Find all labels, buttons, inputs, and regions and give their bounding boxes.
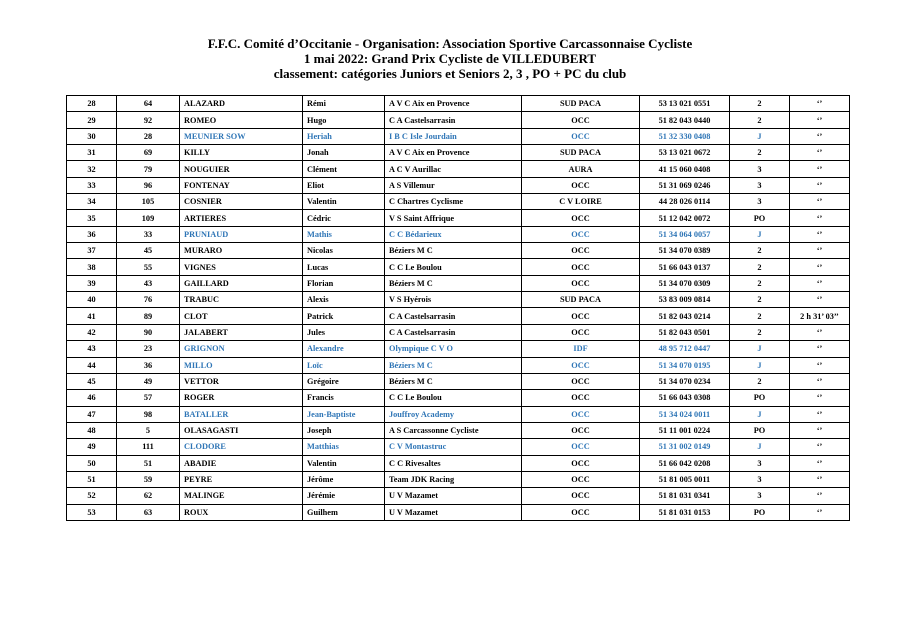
region-cell: OCC [522,226,640,242]
first-name-cell: Valentin [303,194,385,210]
last-name-cell: ALAZARD [180,96,303,112]
document-header [0,36,900,81]
last-name-cell: FONTENAY [180,177,303,193]
club-cell: C C Rivesaltes [385,455,522,471]
bib-number-cell: 5 [117,422,180,438]
table-row [67,210,850,226]
bib-number-cell: 51 [117,455,180,471]
last-name-cell: PRUNIAUD [180,226,303,242]
last-name-cell: PEYRE [180,471,303,487]
region-cell: IDF [522,341,640,357]
position-cell: 47 [67,406,117,422]
first-name-cell: Patrick [303,308,385,324]
club-cell: C V Montastruc [385,439,522,455]
category-cell: 2 [730,243,790,259]
region-cell: SUD PACA [522,145,640,161]
club-cell: A C V Aurillac [385,161,522,177]
bib-number-cell: 23 [117,341,180,357]
category-cell: 2 [730,373,790,389]
bib-number-cell: 49 [117,373,180,389]
time-cell: ‘’ [790,504,850,520]
table-row [67,161,850,177]
region-cell: OCC [522,439,640,455]
table-row [67,226,850,242]
last-name-cell: MALINGE [180,488,303,504]
region-cell: OCC [522,308,640,324]
time-cell: ‘’ [790,112,850,128]
position-cell: 29 [67,112,117,128]
licence-number-cell: 51 12 042 0072 [640,210,730,226]
first-name-cell: Grégoire [303,373,385,389]
region-cell: OCC [522,390,640,406]
licence-number-cell: 51 34 070 0234 [640,373,730,389]
first-name-cell: Jules [303,324,385,340]
table-row [67,390,850,406]
time-cell: ‘’ [790,488,850,504]
table-row [67,341,850,357]
table-row [67,292,850,308]
bib-number-cell: 111 [117,439,180,455]
position-cell: 31 [67,145,117,161]
bib-number-cell: 62 [117,488,180,504]
club-cell: A S Carcassonne Cycliste [385,422,522,438]
bib-number-cell: 90 [117,324,180,340]
header-race-title: 1 mai 2022: Grand Prix Cycliste de VILLEDUBERT [303,51,597,66]
position-cell: 32 [67,161,117,177]
category-cell: 3 [730,194,790,210]
table-row [67,243,850,259]
last-name-cell: MURARO [180,243,303,259]
time-cell: ‘’ [790,259,850,275]
position-cell: 34 [67,194,117,210]
club-cell: Béziers M C [385,243,522,259]
club-cell: C A Castelsarrasin [385,324,522,340]
first-name-cell: Cédric [303,210,385,226]
region-cell: OCC [522,210,640,226]
licence-number-cell: 51 82 043 0501 [640,324,730,340]
table-row [67,128,850,144]
last-name-cell: BATALLER [180,406,303,422]
last-name-cell: ROUX [180,504,303,520]
position-cell: 41 [67,308,117,324]
region-cell: OCC [522,471,640,487]
club-cell: A V C Aix en Provence [385,145,522,161]
region-cell: C V LOIRE [522,194,640,210]
licence-number-cell: 51 82 043 0214 [640,308,730,324]
last-name-cell: ROMEO [180,112,303,128]
category-cell: 3 [730,455,790,471]
licence-number-cell: 51 81 031 0341 [640,488,730,504]
bib-number-cell: 36 [117,357,180,373]
category-cell: J [730,439,790,455]
category-cell: 2 [730,145,790,161]
licence-number-cell: 51 34 024 0011 [640,406,730,422]
licence-number-cell: 51 66 043 0308 [640,390,730,406]
licence-number-cell: 51 34 070 0389 [640,243,730,259]
last-name-cell: NOUGUIER [180,161,303,177]
time-cell: ‘’ [790,455,850,471]
bib-number-cell: 105 [117,194,180,210]
club-cell: I B C Isle Jourdain [385,128,522,144]
time-cell: ‘’ [790,275,850,291]
last-name-cell: ROGER [180,390,303,406]
region-cell: OCC [522,357,640,373]
region-cell: OCC [522,373,640,389]
licence-number-cell: 51 11 001 0224 [640,422,730,438]
position-cell: 44 [67,357,117,373]
last-name-cell: GRIGNON [180,341,303,357]
first-name-cell: Jérôme [303,471,385,487]
club-cell: C A Castelsarrasin [385,112,522,128]
position-cell: 50 [67,455,117,471]
position-cell: 53 [67,504,117,520]
time-cell: ‘’ [790,324,850,340]
table-row [67,422,850,438]
club-cell: V S Hyérois [385,292,522,308]
licence-number-cell: 51 81 031 0153 [640,504,730,520]
club-cell: Béziers M C [385,275,522,291]
first-name-cell: Hugo [303,112,385,128]
last-name-cell: COSNIER [180,194,303,210]
last-name-cell: JALABERT [180,324,303,340]
licence-number-cell: 53 13 021 0672 [640,145,730,161]
bib-number-cell: 92 [117,112,180,128]
licence-number-cell: 51 82 043 0440 [640,112,730,128]
bib-number-cell: 96 [117,177,180,193]
last-name-cell: ABADIE [180,455,303,471]
first-name-cell: Jonah [303,145,385,161]
first-name-cell: Francis [303,390,385,406]
category-cell: 2 [730,96,790,112]
licence-number-cell: 51 66 042 0208 [640,455,730,471]
bib-number-cell: 63 [117,504,180,520]
table-row [67,194,850,210]
table-row [67,96,850,112]
time-cell: ‘’ [790,422,850,438]
category-cell: 2 [730,308,790,324]
club-cell: V S Saint Affrique [385,210,522,226]
time-cell: ‘’ [790,406,850,422]
time-cell: ‘’ [790,96,850,112]
position-cell: 38 [67,259,117,275]
position-cell: 28 [67,96,117,112]
table-row [67,259,850,275]
club-cell: Béziers M C [385,373,522,389]
region-cell: OCC [522,455,640,471]
region-cell: SUD PACA [522,96,640,112]
first-name-cell: Florian [303,275,385,291]
bib-number-cell: 69 [117,145,180,161]
region-cell: OCC [522,324,640,340]
position-cell: 42 [67,324,117,340]
region-cell: SUD PACA [522,292,640,308]
category-cell: 3 [730,488,790,504]
first-name-cell: Jérémie [303,488,385,504]
club-cell: C A Castelsarrasin [385,308,522,324]
club-cell: U V Mazamet [385,488,522,504]
results-table [66,95,850,521]
position-cell: 48 [67,422,117,438]
first-name-cell: Mathis [303,226,385,242]
position-cell: 30 [67,128,117,144]
time-cell: ‘’ [790,210,850,226]
first-name-cell: Alexis [303,292,385,308]
last-name-cell: KILLY [180,145,303,161]
bib-number-cell: 76 [117,292,180,308]
bib-number-cell: 33 [117,226,180,242]
licence-number-cell: 44 28 026 0114 [640,194,730,210]
licence-number-cell: 51 34 070 0195 [640,357,730,373]
first-name-cell: Valentin [303,455,385,471]
bib-number-cell: 57 [117,390,180,406]
time-cell: ‘’ [790,161,850,177]
bib-number-cell: 64 [117,96,180,112]
position-cell: 49 [67,439,117,455]
header-organisation: F.F.C. Comité d’Occitanie - Organisation: Association Sportive Carcassonnaise Cycliste [207,36,693,51]
table-row [67,275,850,291]
last-name-cell: GAILLARD [180,275,303,291]
table-row [67,504,850,520]
header-classification: classement: catégories Juniors et Seniors 2, 3 , PO + PC du club [273,66,627,81]
last-name-cell: VIGNES [180,259,303,275]
bib-number-cell: 98 [117,406,180,422]
first-name-cell: Rémi [303,96,385,112]
table-row [67,488,850,504]
first-name-cell: Lucas [303,259,385,275]
time-cell: ‘’ [790,439,850,455]
table-row [67,145,850,161]
table-row [67,406,850,422]
region-cell: OCC [522,177,640,193]
time-cell: ‘’ [790,390,850,406]
category-cell: J [730,226,790,242]
region-cell: OCC [522,128,640,144]
position-cell: 51 [67,471,117,487]
category-cell: PO [730,422,790,438]
last-name-cell: CLODORE [180,439,303,455]
category-cell: PO [730,210,790,226]
first-name-cell: Loïc [303,357,385,373]
first-name-cell: Matthias [303,439,385,455]
last-name-cell: MILLO [180,357,303,373]
last-name-cell: VETTOR [180,373,303,389]
licence-number-cell: 51 34 064 0057 [640,226,730,242]
category-cell: 3 [730,177,790,193]
time-cell: ‘’ [790,341,850,357]
club-cell: Olympique C V O [385,341,522,357]
time-cell: ‘’ [790,292,850,308]
region-cell: OCC [522,422,640,438]
position-cell: 37 [67,243,117,259]
position-cell: 35 [67,210,117,226]
category-cell: J [730,341,790,357]
category-cell: 2 [730,324,790,340]
table-row [67,357,850,373]
category-cell: 2 [730,292,790,308]
first-name-cell: Alexandre [303,341,385,357]
licence-number-cell: 41 15 060 0408 [640,161,730,177]
region-cell: AURA [522,161,640,177]
bib-number-cell: 45 [117,243,180,259]
time-cell: ‘’ [790,243,850,259]
table-row [67,471,850,487]
category-cell: 3 [730,161,790,177]
region-cell: OCC [522,504,640,520]
region-cell: OCC [522,406,640,422]
bib-number-cell: 43 [117,275,180,291]
club-cell: Béziers M C [385,357,522,373]
bib-number-cell: 59 [117,471,180,487]
region-cell: OCC [522,259,640,275]
position-cell: 39 [67,275,117,291]
region-cell: OCC [522,112,640,128]
last-name-cell: OLASAGASTI [180,422,303,438]
time-cell: ‘’ [790,373,850,389]
region-cell: OCC [522,488,640,504]
bib-number-cell: 28 [117,128,180,144]
club-cell: C C Le Boulou [385,390,522,406]
category-cell: 3 [730,471,790,487]
table-row [67,439,850,455]
bib-number-cell: 109 [117,210,180,226]
table-row [67,455,850,471]
first-name-cell: Heriah [303,128,385,144]
licence-number-cell: 48 95 712 0447 [640,341,730,357]
time-cell: ‘’ [790,194,850,210]
time-cell: ‘’ [790,226,850,242]
table-row [67,308,850,324]
bib-number-cell: 55 [117,259,180,275]
category-cell: J [730,128,790,144]
first-name-cell: Nicolas [303,243,385,259]
club-cell: U V Mazamet [385,504,522,520]
time-cell: ‘’ [790,357,850,373]
bib-number-cell: 89 [117,308,180,324]
licence-number-cell: 53 13 021 0551 [640,96,730,112]
last-name-cell: CLOT [180,308,303,324]
category-cell: 2 [730,112,790,128]
last-name-cell: MEUNIER SOW [180,128,303,144]
position-cell: 52 [67,488,117,504]
table-row [67,373,850,389]
time-cell: ‘’ [790,128,850,144]
licence-number-cell: 51 66 043 0137 [640,259,730,275]
position-cell: 36 [67,226,117,242]
club-cell: Jouffroy Academy [385,406,522,422]
club-cell: A S Villemur [385,177,522,193]
club-cell: A V C Aix en Provence [385,96,522,112]
position-cell: 45 [67,373,117,389]
first-name-cell: Jean-Baptiste [303,406,385,422]
first-name-cell: Eliot [303,177,385,193]
club-cell: Team JDK Racing [385,471,522,487]
position-cell: 40 [67,292,117,308]
licence-number-cell: 51 81 005 0011 [640,471,730,487]
category-cell: PO [730,390,790,406]
first-name-cell: Clément [303,161,385,177]
club-cell: C C Bédarieux [385,226,522,242]
region-cell: OCC [522,275,640,291]
licence-number-cell: 51 32 330 0408 [640,128,730,144]
position-cell: 43 [67,341,117,357]
first-name-cell: Joseph [303,422,385,438]
table-row [67,177,850,193]
category-cell: PO [730,504,790,520]
club-cell: C Chartres Cyclisme [385,194,522,210]
last-name-cell: TRABUC [180,292,303,308]
licence-number-cell: 51 31 069 0246 [640,177,730,193]
region-cell: OCC [522,243,640,259]
time-cell: 2 h 31’ 03’’ [790,308,850,324]
club-cell: C C Le Boulou [385,259,522,275]
category-cell: J [730,406,790,422]
time-cell: ‘’ [790,145,850,161]
table-row [67,112,850,128]
category-cell: 2 [730,259,790,275]
category-cell: J [730,357,790,373]
licence-number-cell: 53 83 009 0814 [640,292,730,308]
licence-number-cell: 51 34 070 0309 [640,275,730,291]
last-name-cell: ARTIERES [180,210,303,226]
licence-number-cell: 51 31 002 0149 [640,439,730,455]
time-cell: ‘’ [790,177,850,193]
bib-number-cell: 79 [117,161,180,177]
first-name-cell: Guilhem [303,504,385,520]
position-cell: 33 [67,177,117,193]
position-cell: 46 [67,390,117,406]
time-cell: ‘’ [790,471,850,487]
category-cell: 2 [730,275,790,291]
table-row [67,324,850,340]
